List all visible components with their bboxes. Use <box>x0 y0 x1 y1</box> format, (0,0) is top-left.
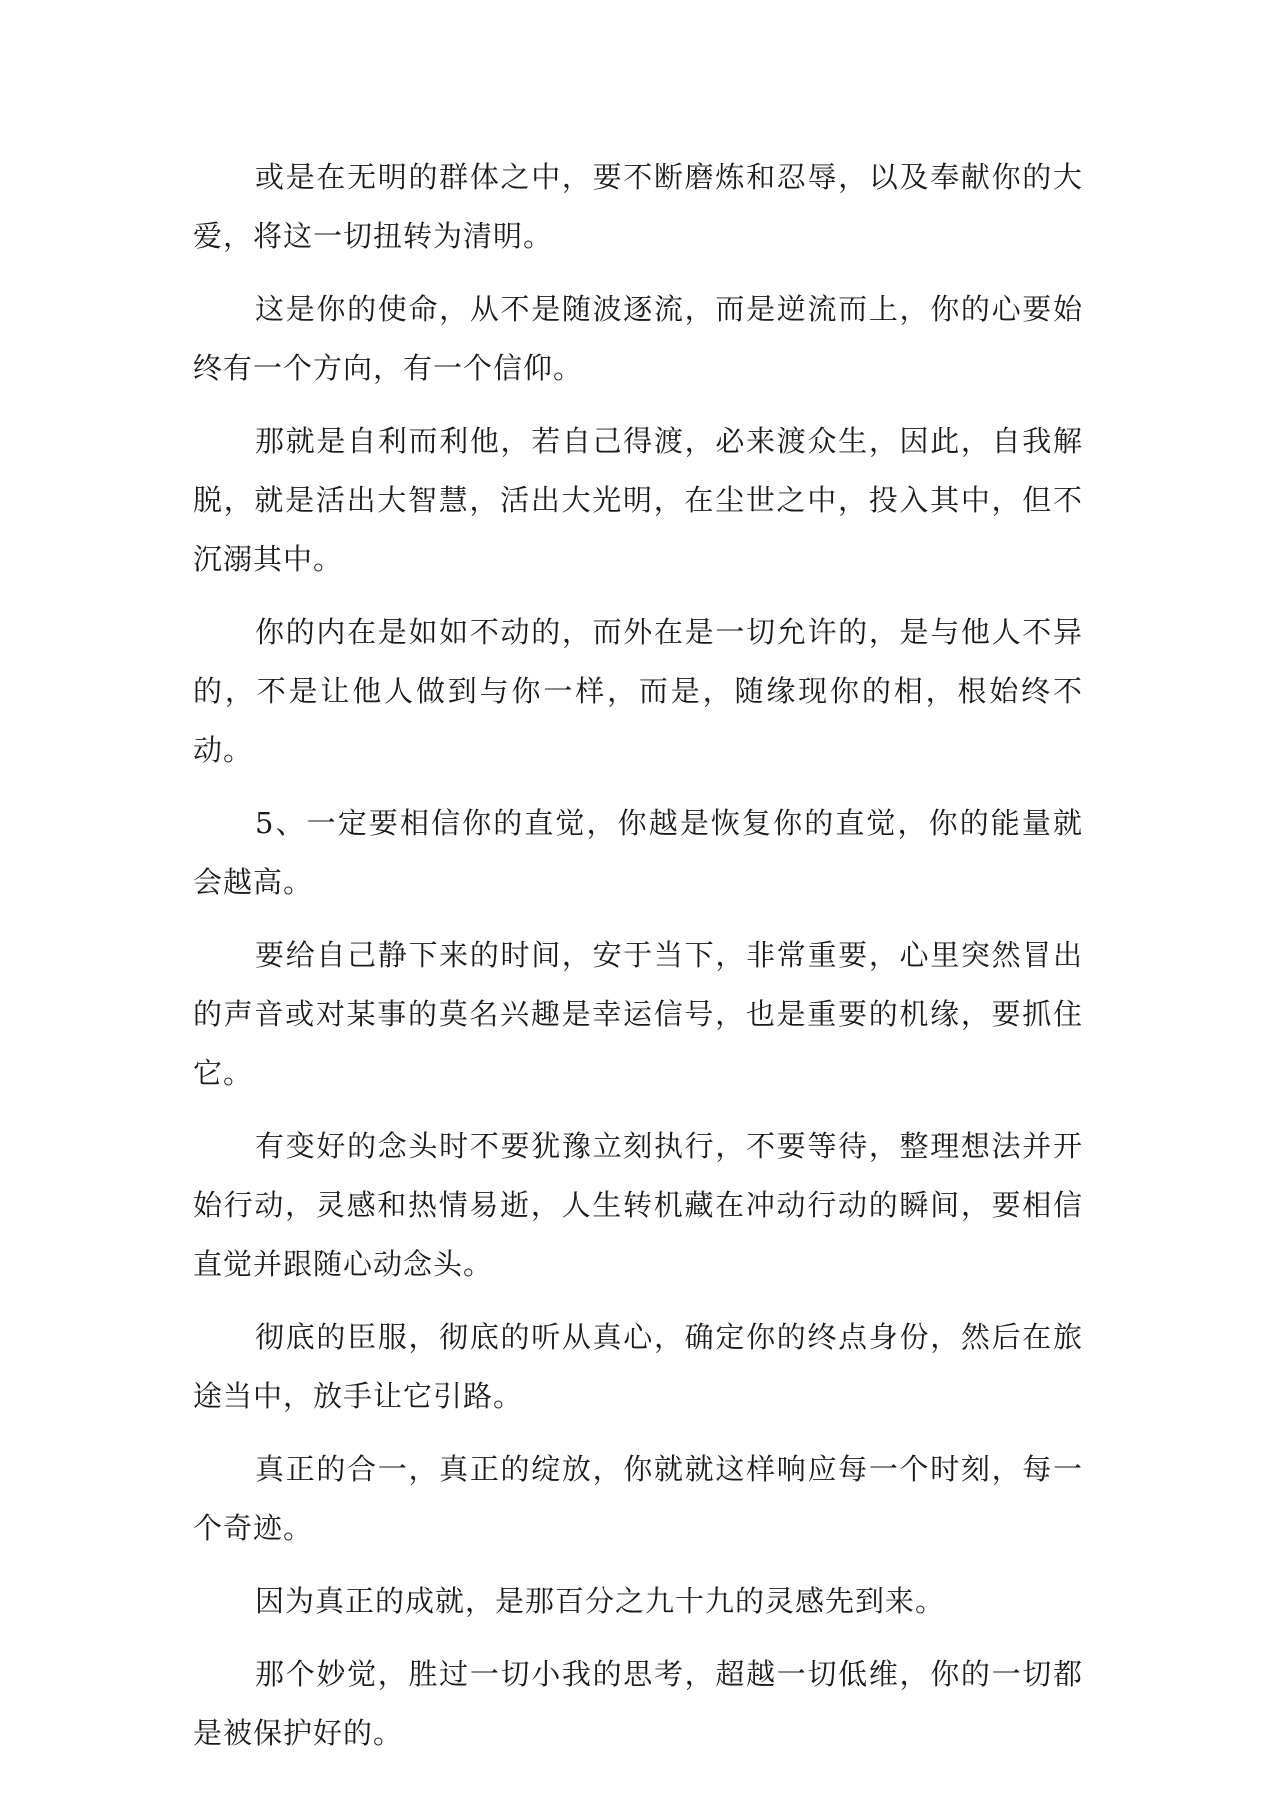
paragraph: 那就是自利而利他，若自己得渡，必来渡众生，因此，自我解脱，就是活出大智慧，活出大光明，在尘世之中，投入其中，但不沉溺其中。 <box>193 424 1083 576</box>
paragraph: 因为真正的成就，是那百分之九十九的灵感先到来。 <box>255 1584 946 1618</box>
paragraph: 你的内在是如如不动的，而外在是一切允许的，是与他人不异的，不是让他人做到与你一样，而是，随缘现你的相，根始终不动。 <box>193 615 1083 767</box>
paragraph: 5、一定要相信你的直觉，你越是恢复你的直觉，你的能量就会越高。 <box>193 806 1083 899</box>
document-body <box>193 148 1083 1777</box>
paragraph: 彻底的臣服，彻底的听从真心，确定你的终点身份，然后在旅途当中，放手让它引路。 <box>193 1320 1083 1413</box>
paragraph: 或是在无明的群体之中，要不断磨炼和忍辱，以及奉献你的大爱，将这一切扭转为清明。 <box>193 160 1083 253</box>
paragraph: 那个妙觉，胜过一切小我的思考，超越一切低维，你的一切都是被保护好的。 <box>193 1657 1083 1750</box>
paragraph: 有变好的念头时不要犹豫立刻执行，不要等待，整理想法并开始行动，灵感和热情易逝，人生转机藏在冲动行动的瞬间，要相信直觉并跟随心动念头。 <box>193 1129 1083 1281</box>
paragraph: 这是你的使命，从不是随波逐流，而是逆流而上，你的心要始终有一个方向，有一个信仰。 <box>193 292 1083 385</box>
paragraph: 要给自己静下来的时间，安于当下，非常重要，心里突然冒出的声音或对某事的莫名兴趣是幸运信号，也是重要的机缘，要抓住它。 <box>193 938 1083 1090</box>
paragraph: 真正的合一，真正的绽放，你就就这样响应每一个时刻，每一个奇迹。 <box>193 1452 1083 1545</box>
